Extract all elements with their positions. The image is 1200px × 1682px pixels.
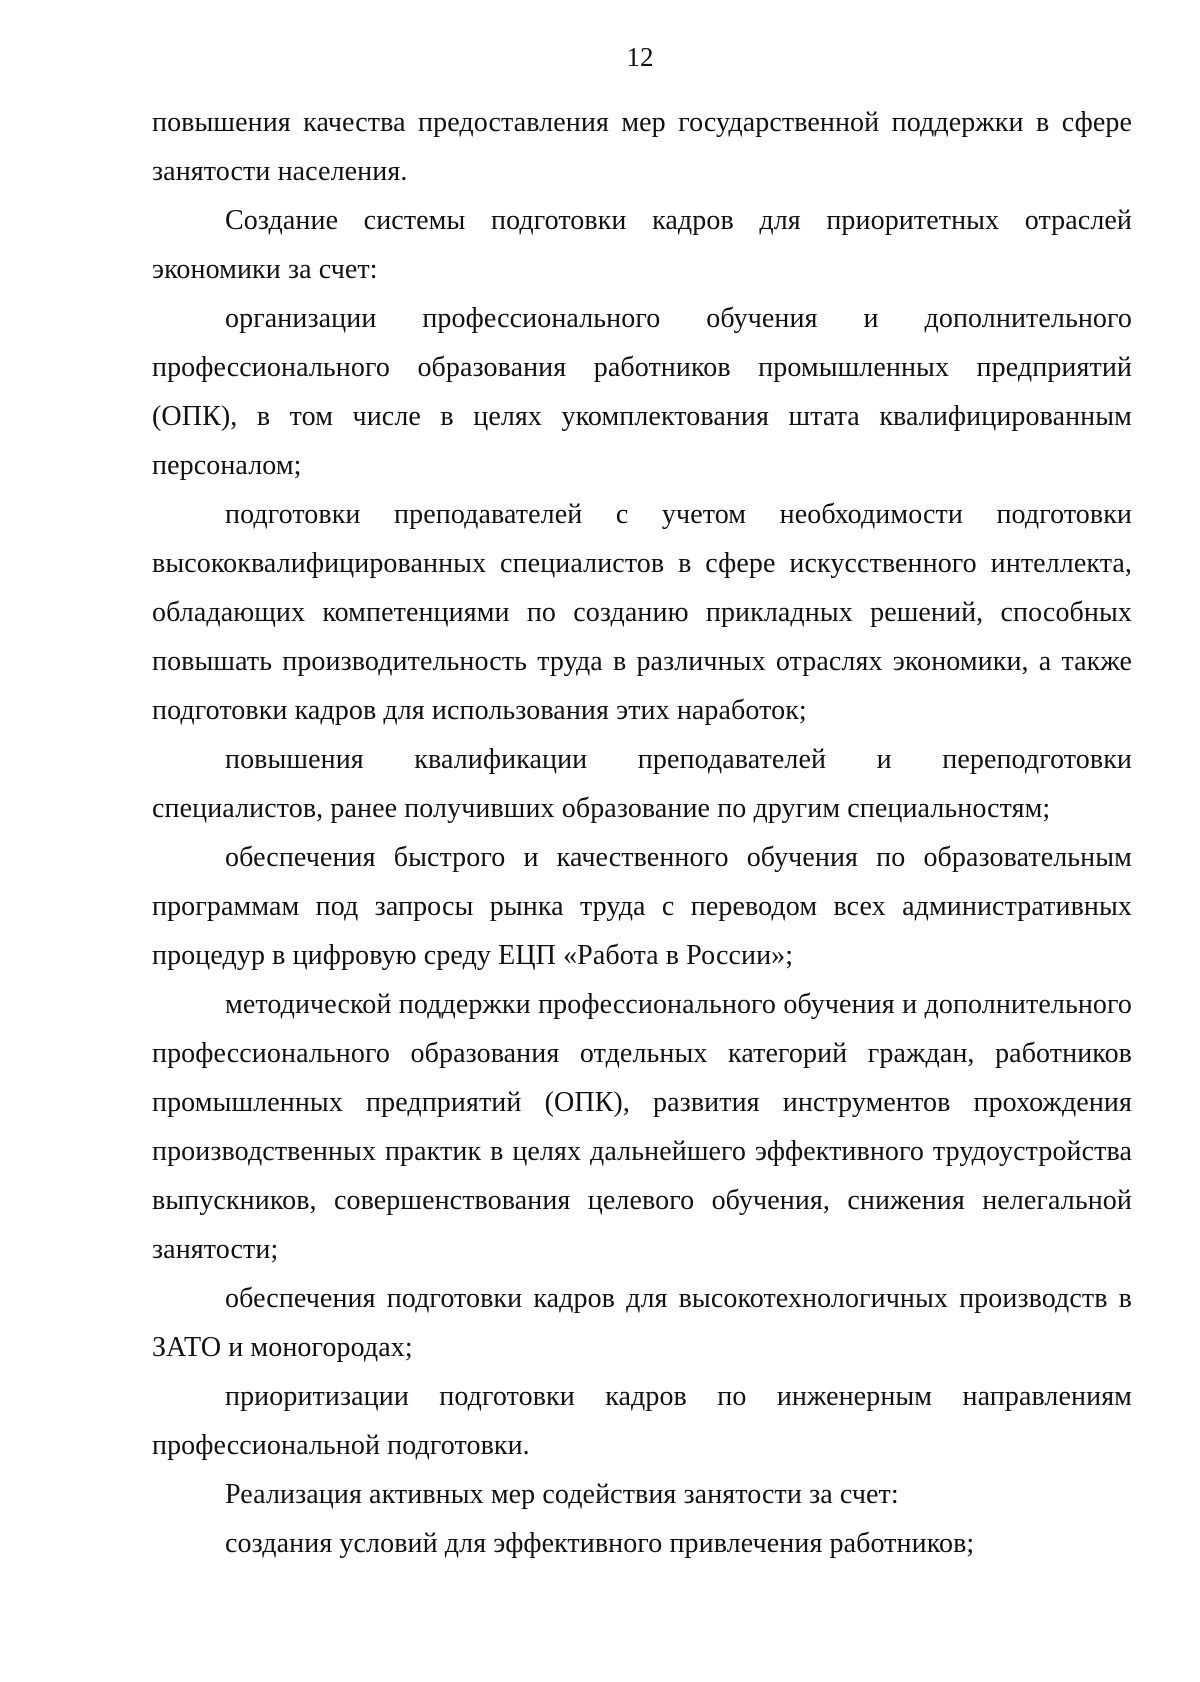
paragraph-high-tech-production: обеспечения подготовки кадров для высокотехнологичных производств в ЗАТО и моногородах; [152, 1283, 1132, 1363]
paragraph-qualification-improvement: повышения квалификации преподавателей и переподготовки специалистов, ранее получивших образование по другим специальностям; [152, 744, 1132, 824]
paragraph-continuation: повышения качества предоставления мер государственной поддержки в сфере занятости населения. [152, 107, 1132, 187]
paragraph-organization-training: организации профессионального обучения и дополнительного профессионального образования работников промышленных предприятий (ОПК), в том числе в целях укомплектования штата квалифицированным персоналом; [152, 303, 1132, 481]
paragraph-worker-attraction: создания условий для эффективного привлечения работников; [225, 1528, 975, 1559]
document-body [152, 98, 1132, 1568]
paragraph-fast-quality-training: обеспечения быстрого и качественного обучения по образовательным программам под запросы рынка труда с переводом всех административных процедур в цифровую среду ЕЦП «Работа в России»; [152, 842, 1132, 971]
paragraph-teacher-training: подготовки преподавателей с учетом необходимости подготовки высококвалифицированных специалистов в сфере искусственного интеллекта, обладающих компетенциями по созданию прикладных решений, способных повышать производительность труда в различных отраслях экономики, а также подготовки кадров для использования этих наработок; [152, 499, 1132, 726]
paragraph-active-measures: Реализация активных мер содействия занятости за счет: [225, 1479, 899, 1510]
paragraph-methodological-support: методической поддержки профессионального обучения и дополнительного профессионального образования отдельных категорий граждан, работников промышленных предприятий (ОПК), развития инструментов прохождения производственных практик в целях дальнейшего эффективного трудоустройства выпускников, совершенствования целевого обучения, снижения нелегальной занятости; [152, 989, 1132, 1265]
page-number: 12 [626, 42, 654, 72]
paragraph-engineering-priority: приоритизации подготовки кадров по инженерным направлениям профессиональной подготовки. [152, 1381, 1132, 1461]
paragraph-training-system: Создание системы подготовки кадров для приоритетных отраслей экономики за счет: [152, 205, 1132, 285]
